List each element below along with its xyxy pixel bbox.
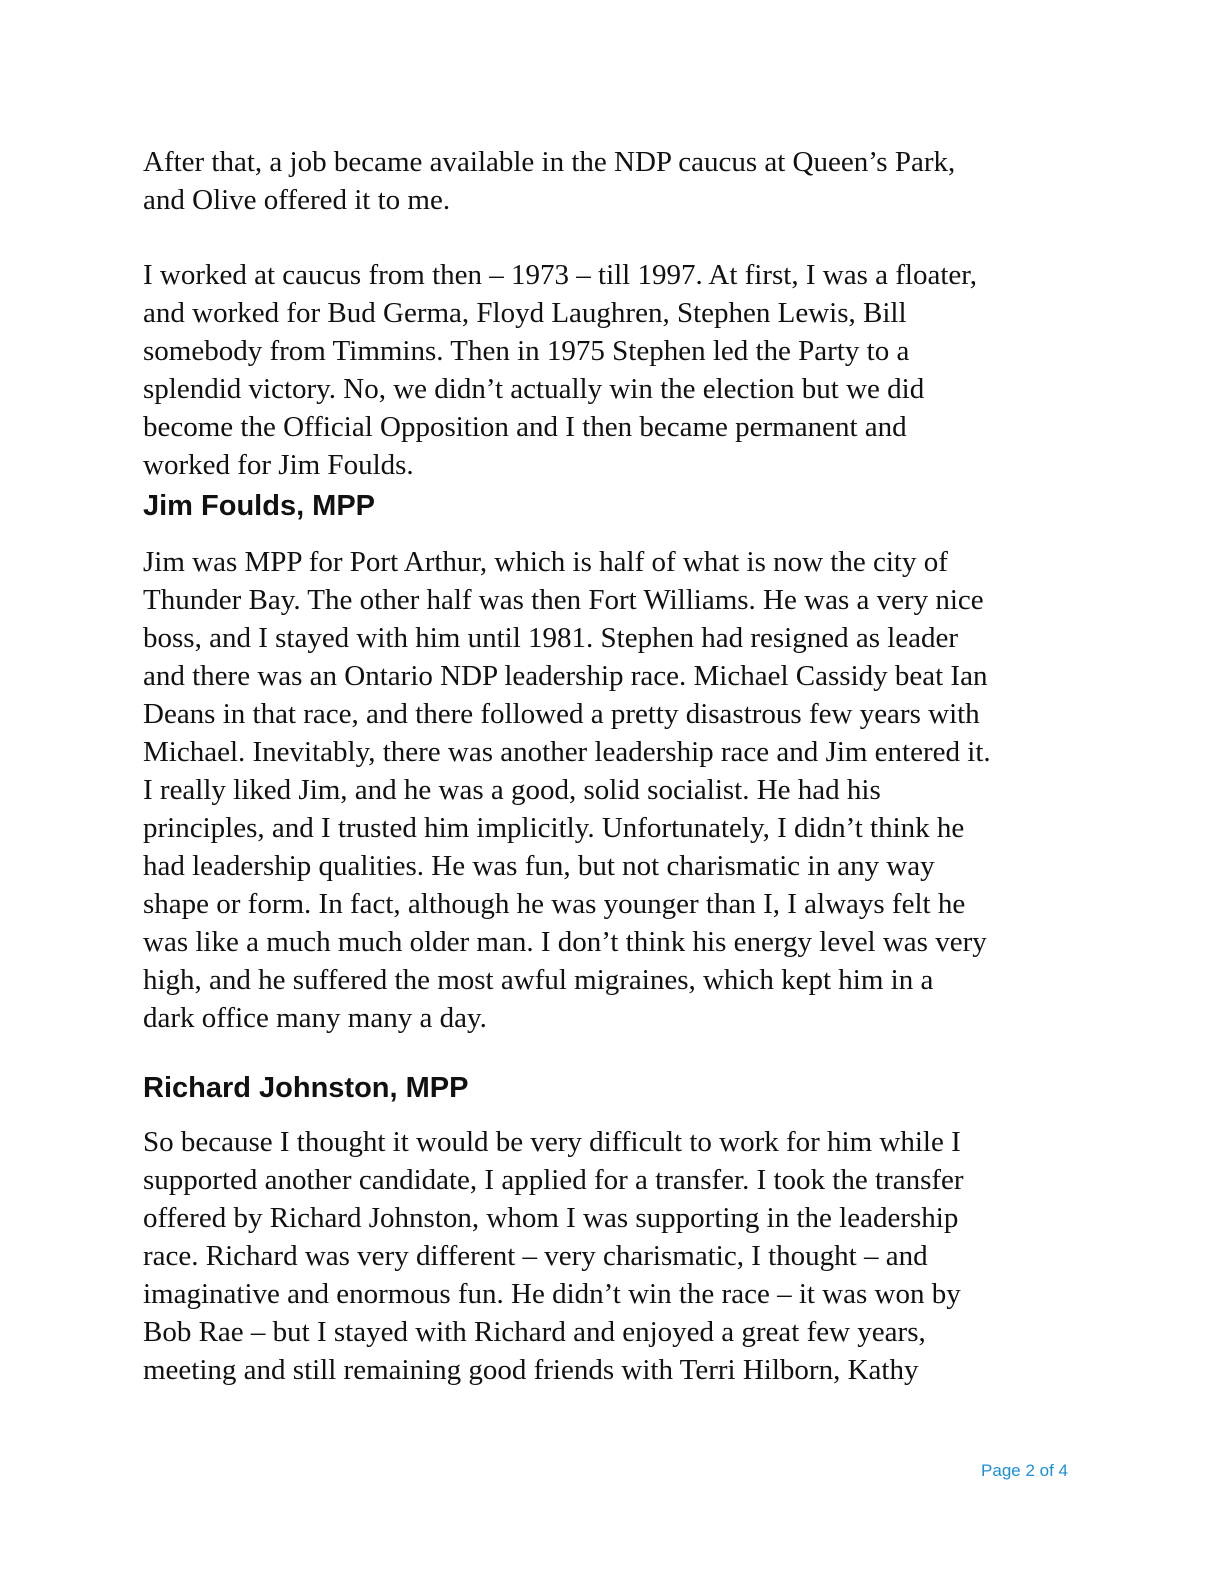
text-line: become the Official Opposition and I then became permanent and [143,411,907,443]
text-line: After that, a job became available in the NDP caucus at Queen’s Park, [143,146,956,178]
text-line: and worked for Bud Germa, Floyd Laughren, Stephen Lewis, Bill [143,297,907,329]
paragraph-2 [143,256,1103,484]
paragraph-1 [143,143,1103,219]
text-line: Jim was MPP for Port Arthur, which is half of what is now the city of [143,546,948,578]
text-line: high, and he suffered the most awful migraines, which kept him in a [143,964,934,996]
text-line: principles, and I trusted him implicitly. Unfortunately, I didn’t think he [143,812,965,844]
text-line: and Olive offered it to me. [143,184,451,216]
text-line: shape or form. In fact, although he was younger than I, I always felt he [143,888,966,920]
page-number: Page 2 of 4 [981,1461,1068,1480]
text-line: Thunder Bay. The other half was then Fort Williams. He was a very nice [143,584,984,616]
paragraph-4 [143,1123,1103,1389]
text-line: boss, and I stayed with him until 1981. Stephen had resigned as leader [143,622,959,654]
text-line: Bob Rae – but I stayed with Richard and enjoyed a great few years, [143,1316,926,1348]
text-line: meeting and still remaining good friends with Terri Hilborn, Kathy [143,1354,919,1386]
text-line: So because I thought it would be very difficult to work for him while I [143,1126,961,1158]
text-line: was like a much much older man. I don’t think his energy level was very [143,926,987,958]
text-line: imaginative and enormous fun. He didn’t win the race – it was won by [143,1278,961,1310]
text-line: I worked at caucus from then – 1973 – till 1997. At first, I was a floater, [143,259,977,291]
paragraph-3 [143,543,1103,1037]
text-line: and there was an Ontario NDP leadership race. Michael Cassidy beat Ian [143,660,988,692]
text-line: dark office many many a day. [143,1002,487,1034]
text-line: Michael. Inevitably, there was another leadership race and Jim entered it. [143,736,991,768]
text-line: splendid victory. No, we didn’t actually win the election but we did [143,373,925,405]
text-line: Deans in that race, and there followed a pretty disastrous few years with [143,698,980,730]
text-line: somebody from Timmins. Then in 1975 Stephen led the Party to a [143,335,910,367]
text-line: worked for Jim Foulds. [143,449,414,481]
section-heading-jim-foulds: Jim Foulds, MPP [143,490,376,522]
text-line: race. Richard was very different – very charismatic, I thought – and [143,1240,928,1272]
text-line: offered by Richard Johnston, whom I was supporting in the leadership [143,1202,959,1234]
section-heading-richard-johnston: Richard Johnston, MPP [143,1072,469,1104]
text-line: had leadership qualities. He was fun, but not charismatic in any way [143,850,935,882]
text-line: I really liked Jim, and he was a good, solid socialist. He had his [143,774,881,806]
text-line: supported another candidate, I applied for a transfer. I took the transfer [143,1164,964,1196]
